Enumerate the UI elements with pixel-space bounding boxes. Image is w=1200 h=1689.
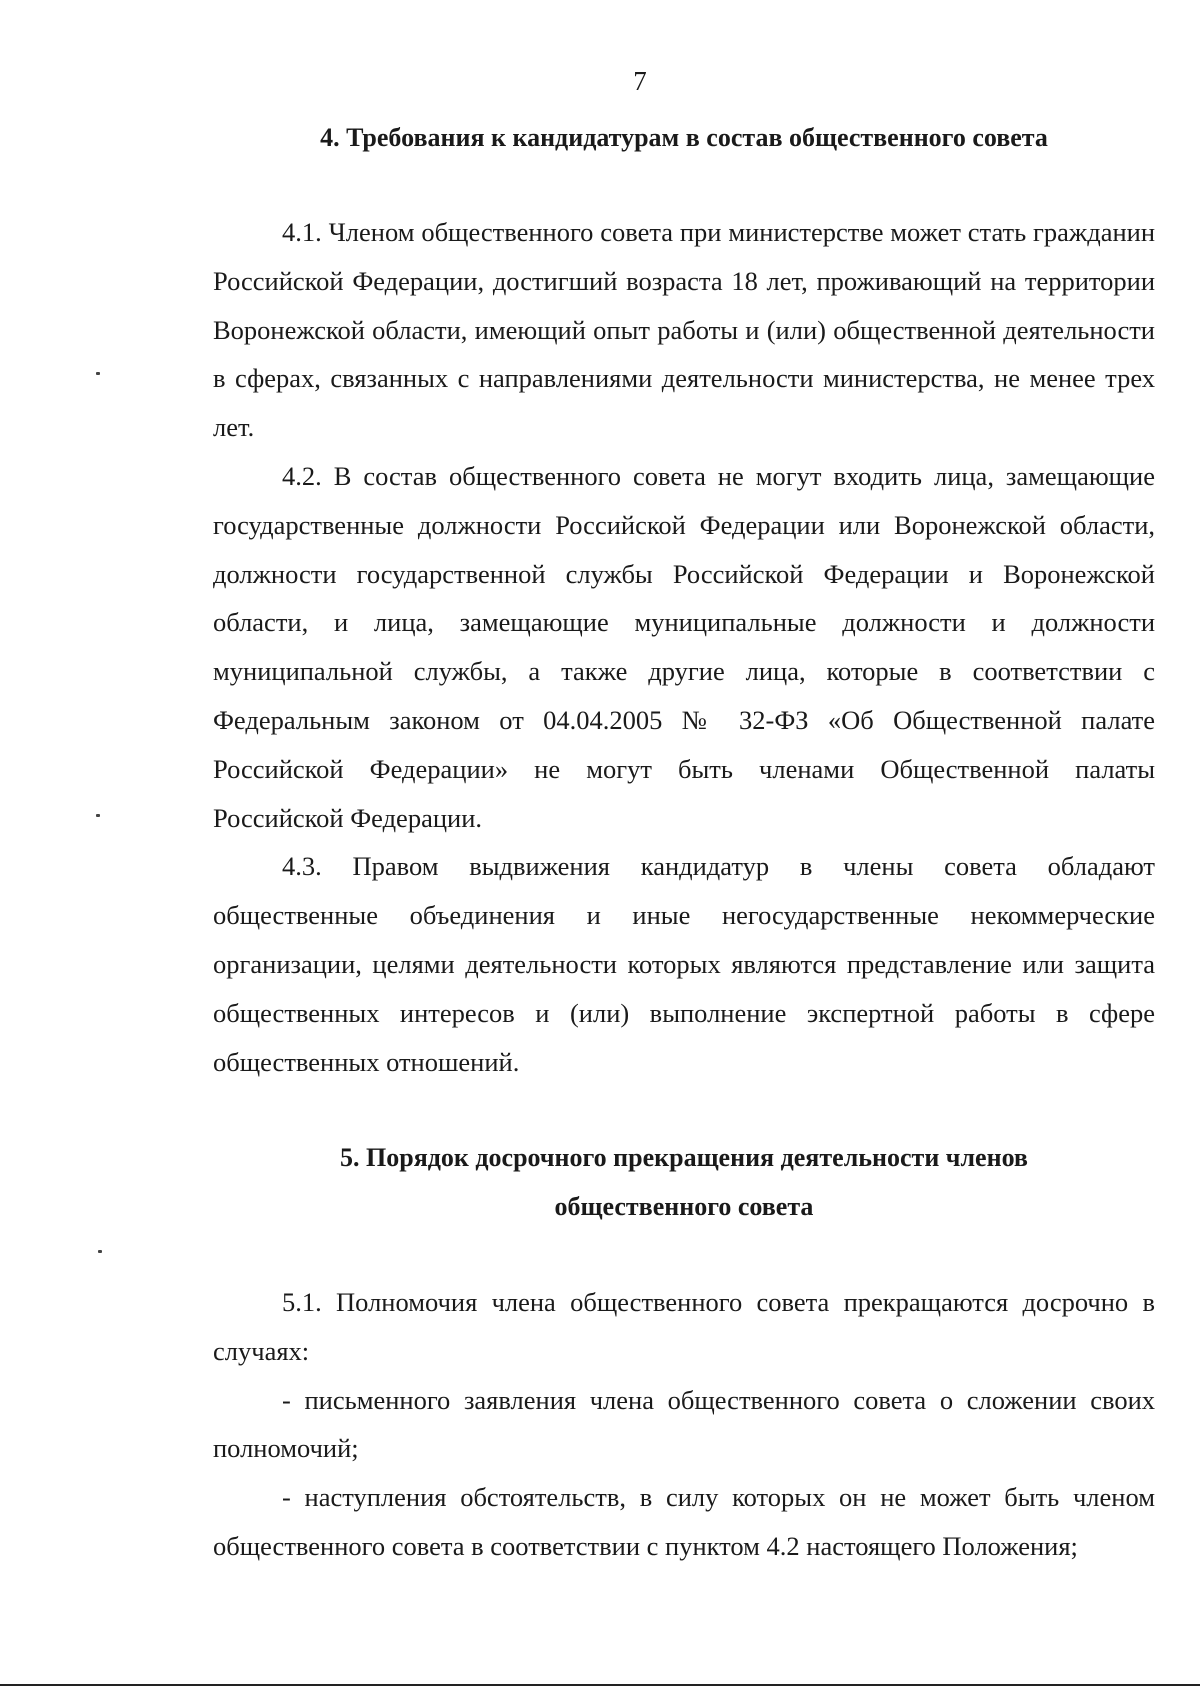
section-5-body <box>213 1278 1155 1571</box>
paragraph-5-1: 5.1. Полномочия члена общественного совета прекращаются досрочно в случаях: <box>213 1287 1155 1366</box>
list-item-circumstances: - наступления обстоятельств, в силу которых он не может быть членом общественного совета в соответствии с пунктом 4.2 настоящего Положения; <box>213 1482 1155 1561</box>
bottom-rule <box>0 1684 1200 1686</box>
paragraph-4-2: 4.2. В состав общественного совета не могут входить лица, замещающие государственные должности Российской Федерации или Воронежской области, должности государственной службы Российской Федерации и Воронежской области, и лица, замещающие муниципальные должности и должности муниципальной службы, а также другие лица, которые в соответствии с Федеральным законом от 04.04.2005 № 32-ФЗ «Об Общественной палате Российской Федерации» не могут быть членами Общественной палаты Российской Федерации. <box>213 460 1155 833</box>
section-5-heading-line-2: общественного совета <box>554 1192 814 1221</box>
scan-speck <box>96 814 100 817</box>
scan-speck <box>96 372 100 375</box>
paragraph-4-1: 4.1. Членом общественного совета при министерстве может стать гражданин Российской Федерации, достигший возраста 18 лет, проживающий на территории Воронежской области, имеющий опыт работы и (или) общественной деятельности в сферах, связанных с направлениями деятельности министерства, не менее трех лет. <box>213 217 1155 443</box>
page-number: 7 <box>633 66 647 96</box>
list-item-written-statement: - письменного заявления члена общественного совета о сложении своих полномочий; <box>213 1384 1155 1464</box>
paragraph-4-3: 4.3. Правом выдвижения кандидатур в члены совета обладают общественные объединения и иные негосударственные некоммерческие организации, целями деятельности которых являются представление или защита общественных интересов и (или) выполнение экспертной работы в сфере общественных отношений. <box>213 851 1155 1077</box>
section-4-heading: 4. Требования к кандидатурам в состав общественного совета <box>320 123 1048 152</box>
scan-speck <box>98 1250 102 1253</box>
section-5-heading-line-1: 5. Порядок досрочного прекращения деятельности членов <box>340 1143 1028 1172</box>
section-4-body <box>213 208 1155 1086</box>
